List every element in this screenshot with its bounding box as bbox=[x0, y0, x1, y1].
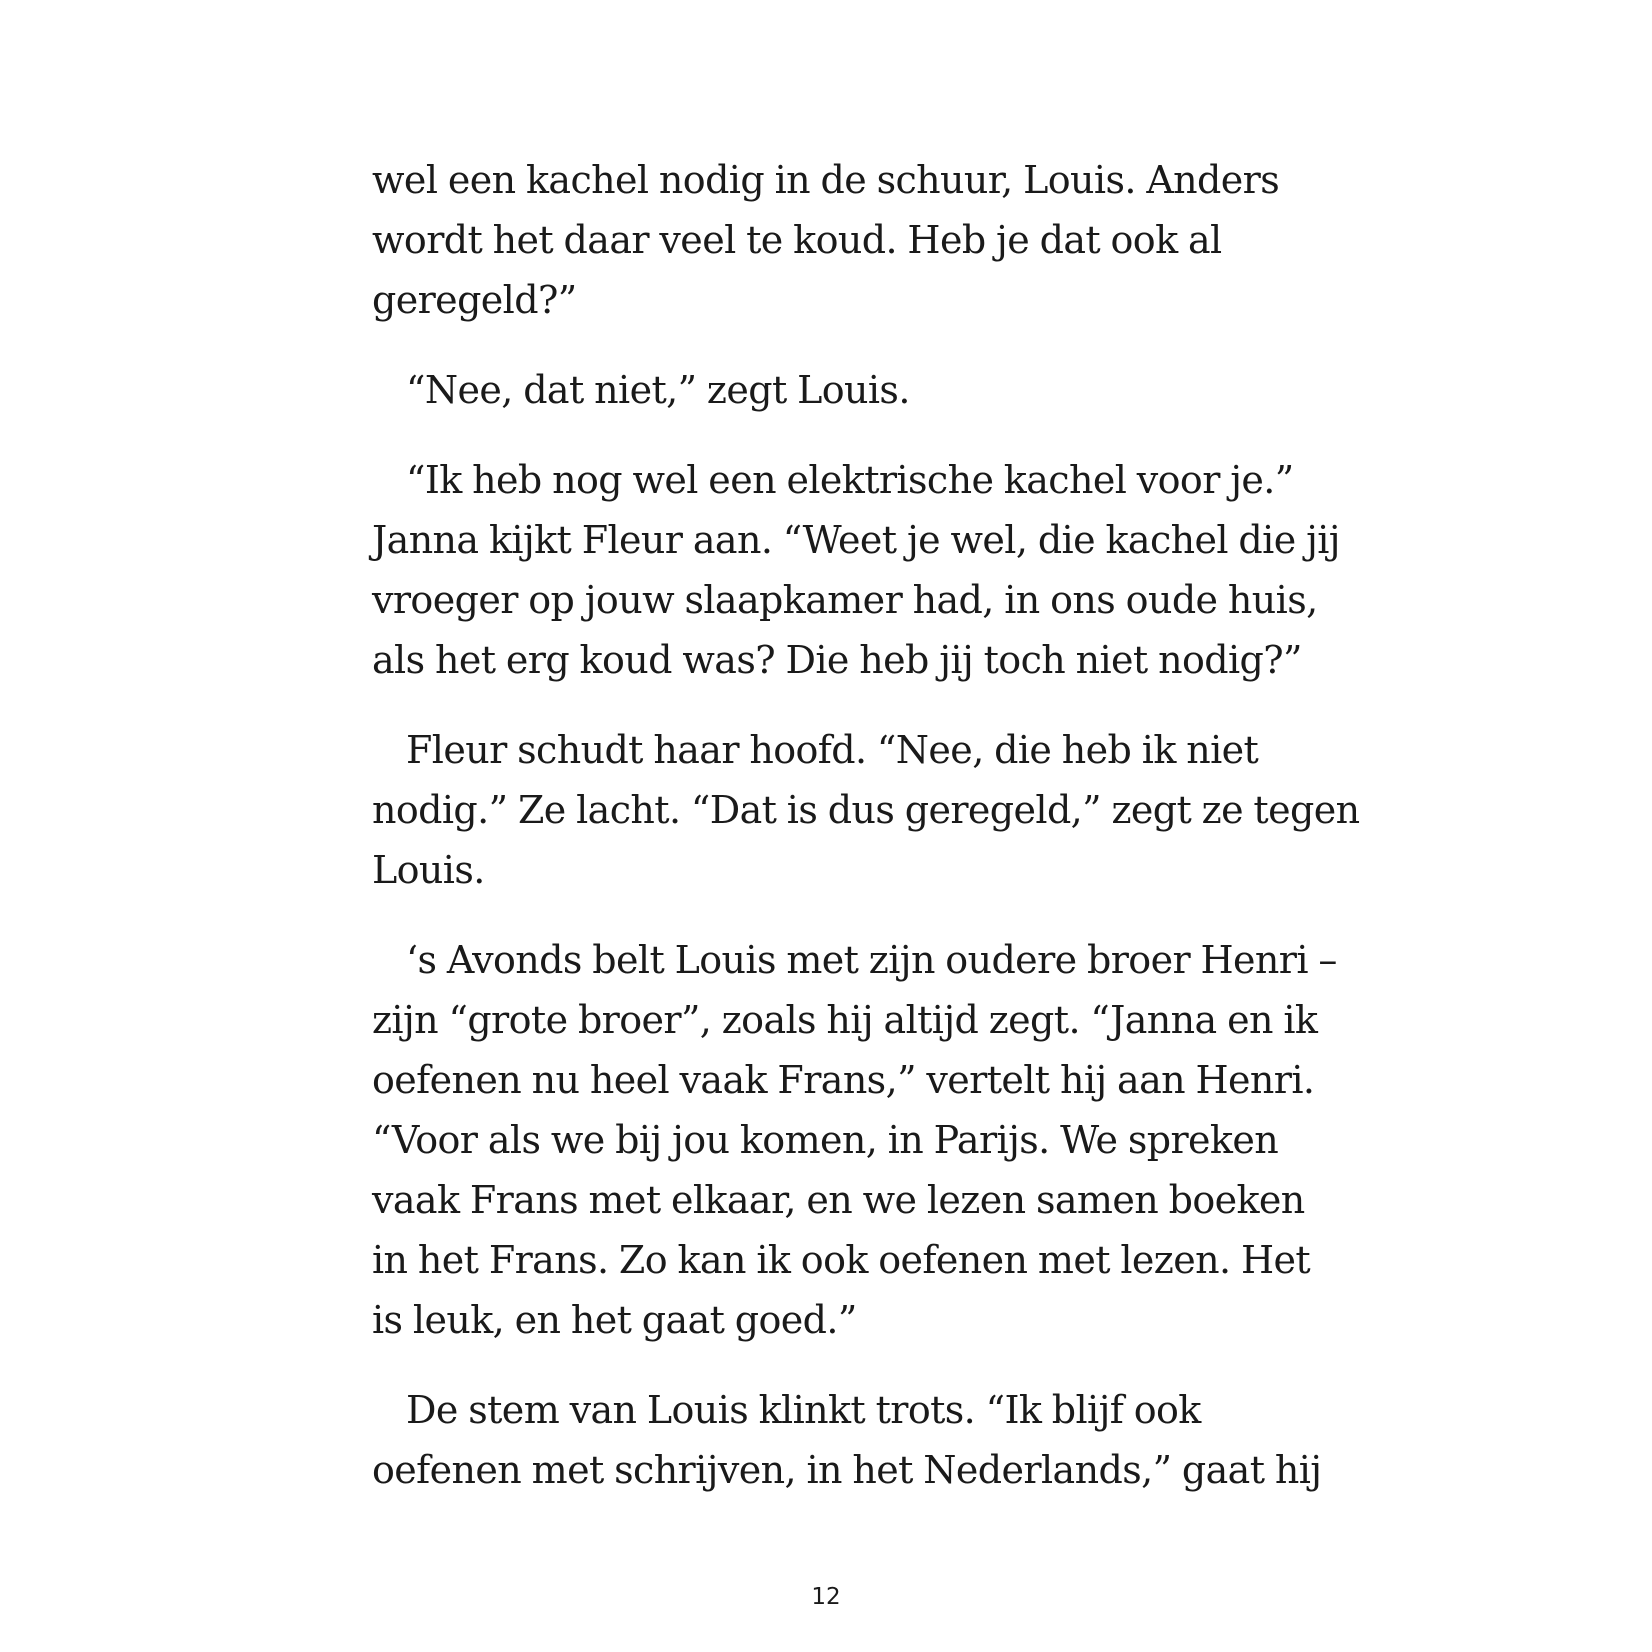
paragraph bbox=[372, 150, 1280, 330]
text-line: in het Frans. Zo kan ik ook oefenen met lezen. Het bbox=[372, 1238, 1311, 1282]
text-line: Fleur schudt haar hoofd. “Nee, die heb ik niet bbox=[406, 728, 1259, 772]
text-line: oefenen nu heel vaak Frans,” vertelt hij aan Henri. bbox=[372, 1058, 1315, 1102]
text-line: oefenen met schrijven, in het Nederlands,” gaat hij bbox=[372, 1448, 1322, 1492]
text-line: ‘s Avonds belt Louis met zijn oudere broer Henri – bbox=[406, 938, 1337, 982]
text-line: “Ik heb nog wel een elektrische kachel voor je.” bbox=[406, 458, 1294, 502]
page-number: 12 bbox=[811, 1584, 841, 1610]
text-line: zijn “grote broer”, zoals hij altijd zegt. “Janna en ik bbox=[372, 998, 1318, 1042]
text-line: “Voor als we bij jou komen, in Parijs. We spreken bbox=[372, 1118, 1279, 1162]
text-line: wordt het daar veel te koud. Heb je dat ook al bbox=[372, 218, 1222, 262]
text-line: De stem van Louis klinkt trots. “Ik blijf ook bbox=[406, 1388, 1201, 1432]
body-text bbox=[372, 150, 1360, 1530]
text-line: Louis. bbox=[372, 848, 485, 892]
text-line: “Nee, dat niet,” zegt Louis. bbox=[406, 368, 910, 412]
text-line: als het erg koud was? Die heb jij toch niet nodig?” bbox=[372, 638, 1302, 682]
text-line: vaak Frans met elkaar, en we lezen samen boeken bbox=[372, 1178, 1305, 1222]
text-line: Janna kijkt Fleur aan. “Weet je wel, die kachel die jij bbox=[372, 518, 1340, 562]
text-line: geregeld?” bbox=[372, 278, 577, 322]
paragraph bbox=[372, 1380, 1322, 1500]
text-line: nodig.” Ze lacht. “Dat is dus geregeld,” zegt ze tegen bbox=[372, 788, 1360, 832]
paragraph bbox=[372, 720, 1360, 900]
paragraph bbox=[372, 450, 1340, 690]
paragraph bbox=[372, 930, 1337, 1350]
text-line: vroeger op jouw slaapkamer had, in ons oude huis, bbox=[372, 578, 1318, 622]
text-line: is leuk, en het gaat goed.” bbox=[372, 1298, 857, 1342]
text-line: wel een kachel nodig in de schuur, Louis. Anders bbox=[372, 158, 1280, 202]
paragraph bbox=[372, 360, 1272, 420]
